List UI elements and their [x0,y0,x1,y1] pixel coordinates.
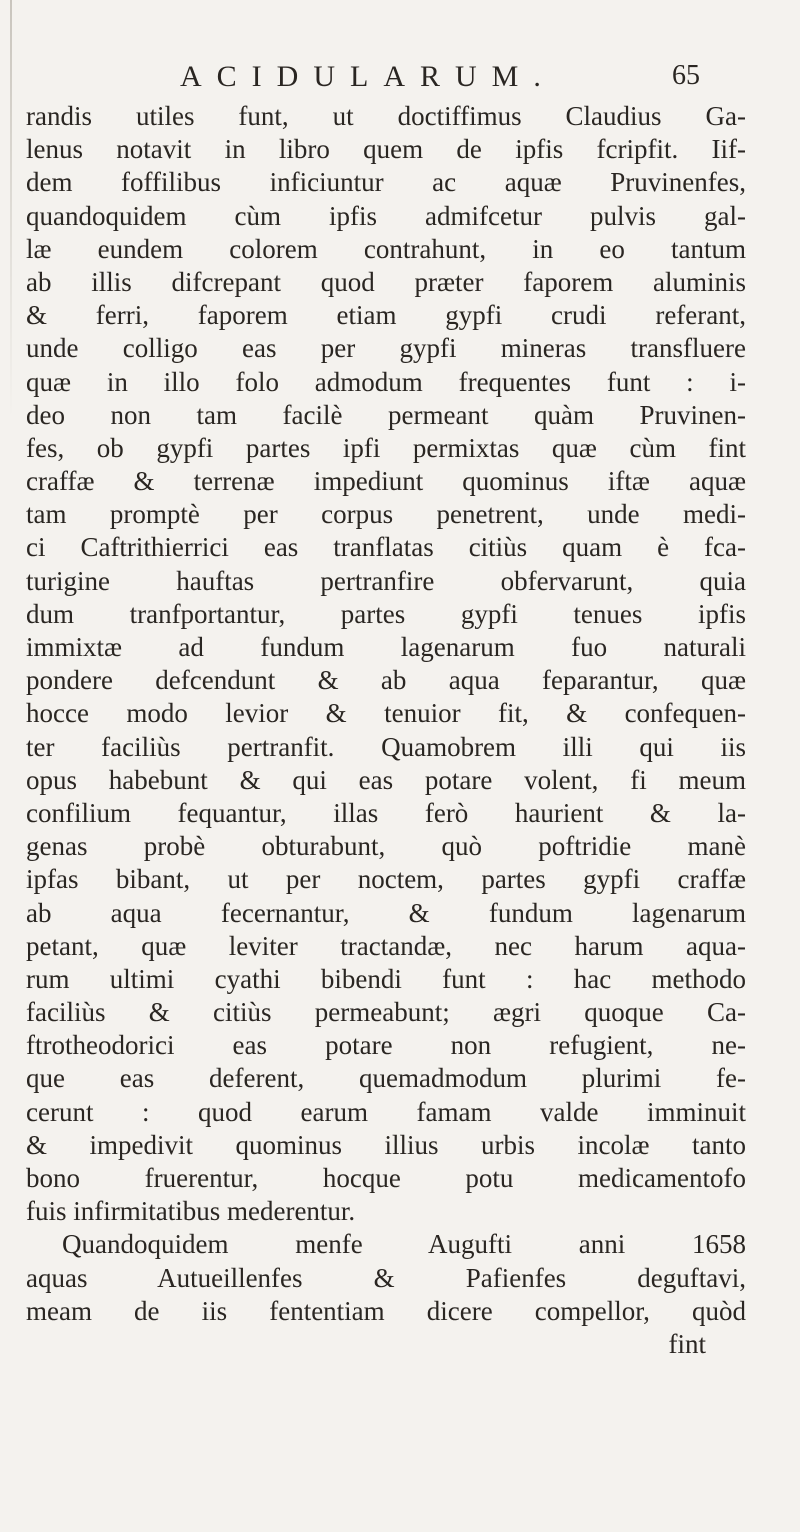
text-line: pondere defcendunt & ab aqua feparantur, quæ [26,665,746,696]
running-head: ACIDULARUM. [180,60,556,93]
text-line: fuis infirmitatibus mederentur. [26,1196,356,1227]
text-line: & impedivit quominus illius urbis incolæ tanto [26,1129,746,1160]
text-line: craffæ & terrenæ impediunt quominus iftæ aquæ [26,466,746,497]
text-line: turigine hauftas pertranfire obfervarunt, quia [26,565,746,596]
text-line: que eas deferent, quemadmodum plurimi fe- [26,1063,746,1094]
text-line: genas probè obturabunt, quò poftridie manè [26,831,746,862]
text-line: faciliùs & citiùs permeabunt; ægri quoque Ca- [26,997,746,1028]
text-line: petant, quæ leviter tractandæ, nec harum aqua- [26,930,746,961]
text-line: tam promptè per corpus penetrent, unde medi- [26,499,746,530]
text-line: meam de iis fententiam dicere compellor, quòd [26,1295,746,1326]
page-edge-shadow [10,0,12,420]
text-line: lenus notavit in libro quem de ipfis fcripfit. Iif- [26,134,746,165]
text-line: fes, ob gypfi partes ipfi permixtas quæ cùm fint [26,432,746,463]
text-line: dum tranfportantur, partes gypfi tenues ipfis [26,598,746,629]
text-line: rum ultimi cyathi bibendi funt : hac methodo [26,963,746,994]
text-line: aquas Autueillenfes & Pafienfes deguftavi, [26,1262,746,1293]
text-line: quandoquidem cùm ipfis admifcetur pulvis gal- [26,200,746,231]
text-line: Quandoquidem menfe Augufti anni 1658 [62,1229,746,1260]
text-line: ab illis difcrepant quod præter faporem aluminis [26,266,746,297]
text-line: læ eundem colorem contrahunt, in eo tantum [26,233,746,264]
catchword: fint [668,1328,706,1359]
text-line: hocce modo levior & tenuior fit, & confequen- [26,698,746,729]
text-line: immixtæ ad fundum lagenarum fuo naturali [26,632,746,662]
text-line: opus habebunt & qui eas potare volent, fi meum [26,764,746,795]
text-line: dem foffilibus inficiuntur ac aquæ Pruvinenfes, [26,167,746,198]
text-line: ter faciliùs pertranfit. Quamobrem illi qui iis [26,731,746,762]
text-line: ftrotheodorici eas potare non refugient, ne- [26,1030,746,1061]
text-line: ipfas bibant, ut per noctem, partes gypfi craffæ [26,864,746,895]
text-line: unde colligo eas per gypfi mineras transfluere [26,333,746,364]
body-text [26,100,746,1361]
text-line: ci Caftrithierrici eas tranflatas citiùs quam è fca- [26,532,746,563]
text-line: randis utiles funt, ut doctiffimus Claudius Ga- [26,101,746,131]
text-line: bono fruerentur, hocque potu medicamentofo [26,1163,746,1193]
text-line: ab aqua fecernantur, & fundum lagenarum [26,897,746,928]
text-line: deo non tam facilè permeant quàm Pruvinen- [26,399,746,430]
text-line: cerunt : quod earum famam valde imminuit [26,1096,746,1127]
page-number: 65 [672,60,700,91]
text-line: confilium fequantur, illas ferò haurient & la- [26,797,746,828]
text-line: quæ in illo folo admodum frequentes funt : i- [26,366,746,397]
page-header [180,60,700,100]
text-line: & ferri, faporem etiam gypfi crudi referant, [26,300,746,331]
